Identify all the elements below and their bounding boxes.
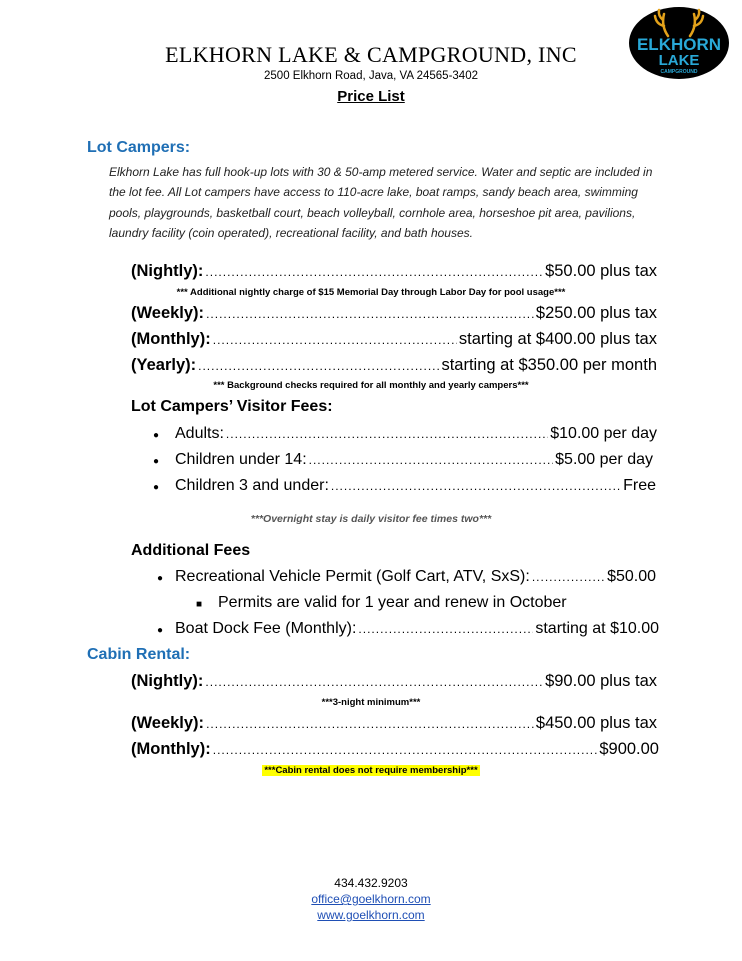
fee-label: Recreational Vehicle Permit (Golf Cart, ATV, SxS): [175,568,530,585]
rv-permit-fee [157,568,656,586]
fee-value: starting at $10.00 [535,620,659,637]
rate-value: $50.00 plus tax [545,262,657,280]
rate-value: starting at $350.00 per month [441,356,657,374]
fee-label: Children 3 and under: [175,477,329,494]
rate-value: $450.00 plus tax [535,714,657,732]
rate-value: $90.00 plus tax [545,672,657,690]
leader-dots [532,570,605,584]
company-name: ELKHORN LAKE & CAMPGROUND, INC [165,42,577,67]
cabin-monthly-rate [131,740,659,759]
cabin-nightly-rate [131,672,657,691]
svg-text:CAMPGROUND: CAMPGROUND [660,69,698,75]
fee-value: $5.00 per day [555,451,653,468]
lot-nightly-rate [131,262,657,281]
fee-value: $10.00 per day [550,425,657,442]
fee-value: Free [623,477,656,494]
fee-value: $50.00 [607,568,656,585]
bullet-square-icon: ■ [196,599,203,610]
rate-label: (Yearly): [131,356,197,374]
visitor-fee-children-3 [153,477,656,495]
bullet-dot-icon: ● [153,430,160,441]
visitor-fees-heading: Lot Campers’ Visitor Fees: [131,398,333,415]
rate-label: (Monthly): [131,330,211,348]
leader-dots [226,427,548,441]
membership-note: ***Cabin rental does not require membership*** [264,765,478,776]
visitor-fee-children-14 [153,451,653,469]
rate-value: $900.00 [599,740,659,758]
lot-monthly-rate [131,330,657,349]
fee-label: Adults: [175,425,224,442]
lot-weekly-rate [131,304,657,323]
membership-note-row [0,765,742,776]
leader-dots [198,359,439,373]
lot-yearly-rate [131,356,657,375]
background-check-note: *** Background checks required for all monthly and yearly campers*** [213,380,529,391]
pool-usage-note: *** Additional nightly charge of $15 Memorial Day through Labor Day for pool usage*** [176,287,566,298]
leader-dots [358,622,533,636]
company-address: 2500 Elkhorn Road, Java, VA 24565-3402 [264,70,478,82]
lot-campers-heading: Lot Campers: [87,139,191,156]
overnight-stay-note: ***Overnight stay is daily visitor fee times two*** [250,513,492,525]
permit-validity-note [196,594,567,612]
leader-dots [206,717,534,731]
permit-note-text: Permits are valid for 1 year and renew in October [218,594,567,611]
svg-text:ELKHORN: ELKHORN [636,35,722,54]
leader-dots [213,743,598,757]
leader-dots [205,675,543,689]
document-title: Price List [337,88,405,105]
visitor-fee-adults [153,425,657,443]
leader-dots [206,307,534,321]
bullet-dot-icon: ● [157,625,164,636]
boat-dock-fee [157,620,659,638]
fee-label: Boat Dock Fee (Monthly): [175,620,357,637]
cabin-weekly-rate [131,714,657,733]
bullet-dot-icon: ● [153,456,160,467]
rate-value: $250.00 plus tax [535,304,657,322]
rate-label: (Monthly): [131,740,211,758]
fee-label: Children under 14: [175,451,307,468]
rate-value: starting at $400.00 plus tax [458,330,657,348]
three-night-minimum-note: ***3-night minimum*** [321,697,421,708]
svg-text:LAKE: LAKE [658,52,700,69]
rate-label: (Weekly): [131,304,205,322]
email-link[interactable]: office@goelkhorn.com [311,892,431,906]
leader-dots [213,333,457,347]
additional-fees-heading: Additional Fees [131,542,251,559]
rate-label: (Nightly): [131,672,204,690]
leader-dots [331,479,621,493]
leader-dots [309,453,554,467]
lot-campers-intro: Elkhorn Lake has full hook-up lots with 30 & 50-amp metered service. Water and septic are included in the lot fee. All Lot campers have access to 110-acre lake, boat ramps, sandy beach area, swimming pools, playgrounds, basketball court, beach volleyball, cornhole area, horseshoe pit area, pavilions, laundry facility (coin operated), recreational facility, and bath houses. [109,165,653,240]
footer-phone: 434.432.9203 [334,876,408,890]
rate-label: (Weekly): [131,714,205,732]
bullet-dot-icon: ● [157,573,164,584]
footer-website-row [0,908,742,922]
website-link[interactable]: www.goelkhorn.com [317,908,425,922]
bullet-dot-icon: ● [153,482,160,493]
rate-label: (Nightly): [131,262,204,280]
footer-email-row [0,892,742,906]
leader-dots [205,265,543,279]
cabin-rental-heading: Cabin Rental: [87,646,191,663]
